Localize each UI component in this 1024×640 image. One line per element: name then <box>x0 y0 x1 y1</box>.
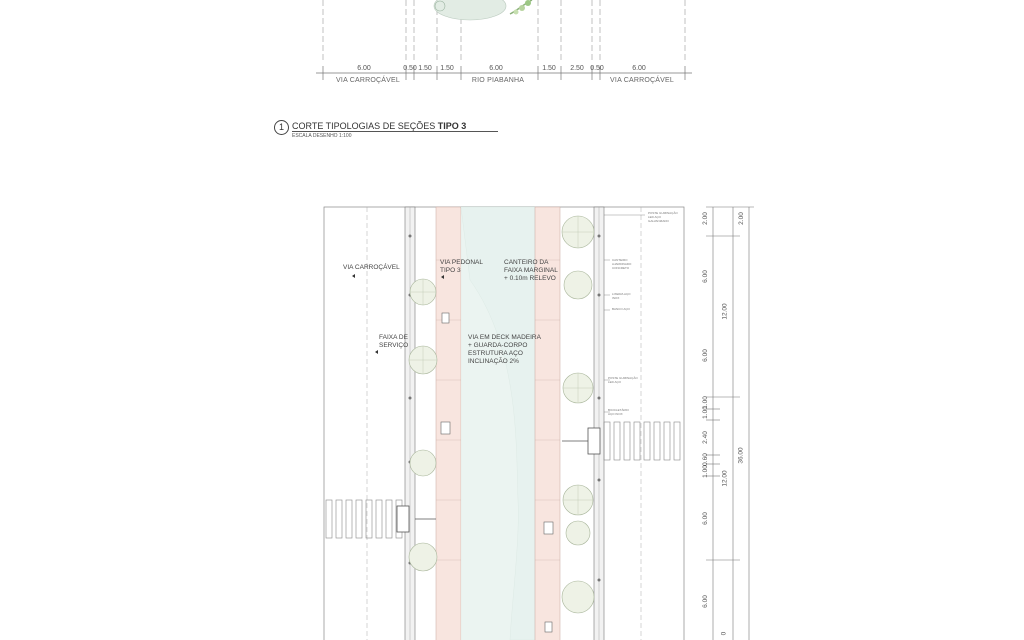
dim-section-5: 6.00 <box>489 65 503 72</box>
title-number: 1 <box>274 120 289 135</box>
vdim-inner-8: 1.00 <box>701 465 709 478</box>
vdim-inner-9: 6.00 <box>701 512 709 525</box>
vdim-middle-1: 12.00 <box>721 303 729 320</box>
tree-vignette <box>434 0 532 20</box>
crosswalk-right <box>604 422 680 460</box>
title-main: CORTE TIPOLOGIAS DE SEÇÕES <box>292 121 436 131</box>
dim-section-2: 0.50 <box>403 65 417 72</box>
right-note-5: POSTE ILUMINAÇÃO LED AÇO <box>608 376 638 384</box>
label-deck: VIA EM DECK MADEIRA + GUARDA-CORPO ESTRUTURA AÇO INCLINAÇÃO 2% <box>468 334 541 365</box>
vdim-bottom-partial: 0 <box>720 631 728 636</box>
title-underline <box>292 131 498 132</box>
dim-section-9: 6.00 <box>632 65 646 72</box>
label-via-pedonal: VIA PEDONAL TIPO 3 <box>440 259 483 274</box>
vdim-outer: 36.00 <box>737 447 745 464</box>
vdim-inner-6: 2.40 <box>701 431 709 444</box>
label-canteiro: CANTEIRO DA FAIXA MARGINAL + 0.10m RELEVO <box>504 259 558 282</box>
right-note-1: POSTE ILUMINAÇÃO LED AÇO GALVANIZADO <box>648 211 678 223</box>
section-label-left-road: VIA CARROÇÁVEL <box>336 77 400 84</box>
title-text <box>292 121 466 131</box>
title-bold: TIPO 3 <box>437 121 467 131</box>
dim-section-1: 6.00 <box>357 65 371 72</box>
right-note-2: CANTEIRO AJARDINADO CONCRETO <box>612 258 632 270</box>
section-drawing <box>0 0 1024 100</box>
vdim-middle-2: 12.00 <box>721 470 729 487</box>
vdim-inner-7: 0.60 <box>701 453 709 466</box>
vdim-inner-2: 6.00 <box>701 270 709 283</box>
vdim-inner-1: 2.00 <box>701 212 709 225</box>
dim-section-6: 1.50 <box>542 65 556 72</box>
vdim-outer-top: 2.00 <box>737 212 745 225</box>
section-label-river: RIO PIABANHA <box>471 77 525 84</box>
title-scale: ESCALA DESENHO 1:100 <box>292 133 352 139</box>
vdim-inner-5: 1.00 <box>701 406 709 419</box>
vdim-inner-3: 6.00 <box>701 349 709 362</box>
right-note-6: BICICLETÁRIO AÇO INOX <box>608 408 629 416</box>
vdim-inner-4: 1.00 <box>701 396 709 409</box>
section-label-right-road: VIA CARROÇÁVEL <box>610 77 674 84</box>
dim-section-8: 0.50 <box>590 65 604 72</box>
right-note-3: LIXEIRA AÇO INOX <box>612 292 631 300</box>
dim-section-3: 1.50 <box>418 65 432 72</box>
label-faixa-servico: FAIXA DE SERVIÇO <box>379 334 409 349</box>
vdim-inner-10: 6.00 <box>701 595 709 608</box>
label-via-carrocavel: VIA CARROÇÁVEL <box>343 264 400 271</box>
dim-section-4: 1.50 <box>440 65 454 72</box>
dim-section-7: 2.50 <box>570 65 584 72</box>
right-note-4: BANCO AÇO <box>612 307 630 311</box>
crosswalk-left <box>326 500 402 538</box>
